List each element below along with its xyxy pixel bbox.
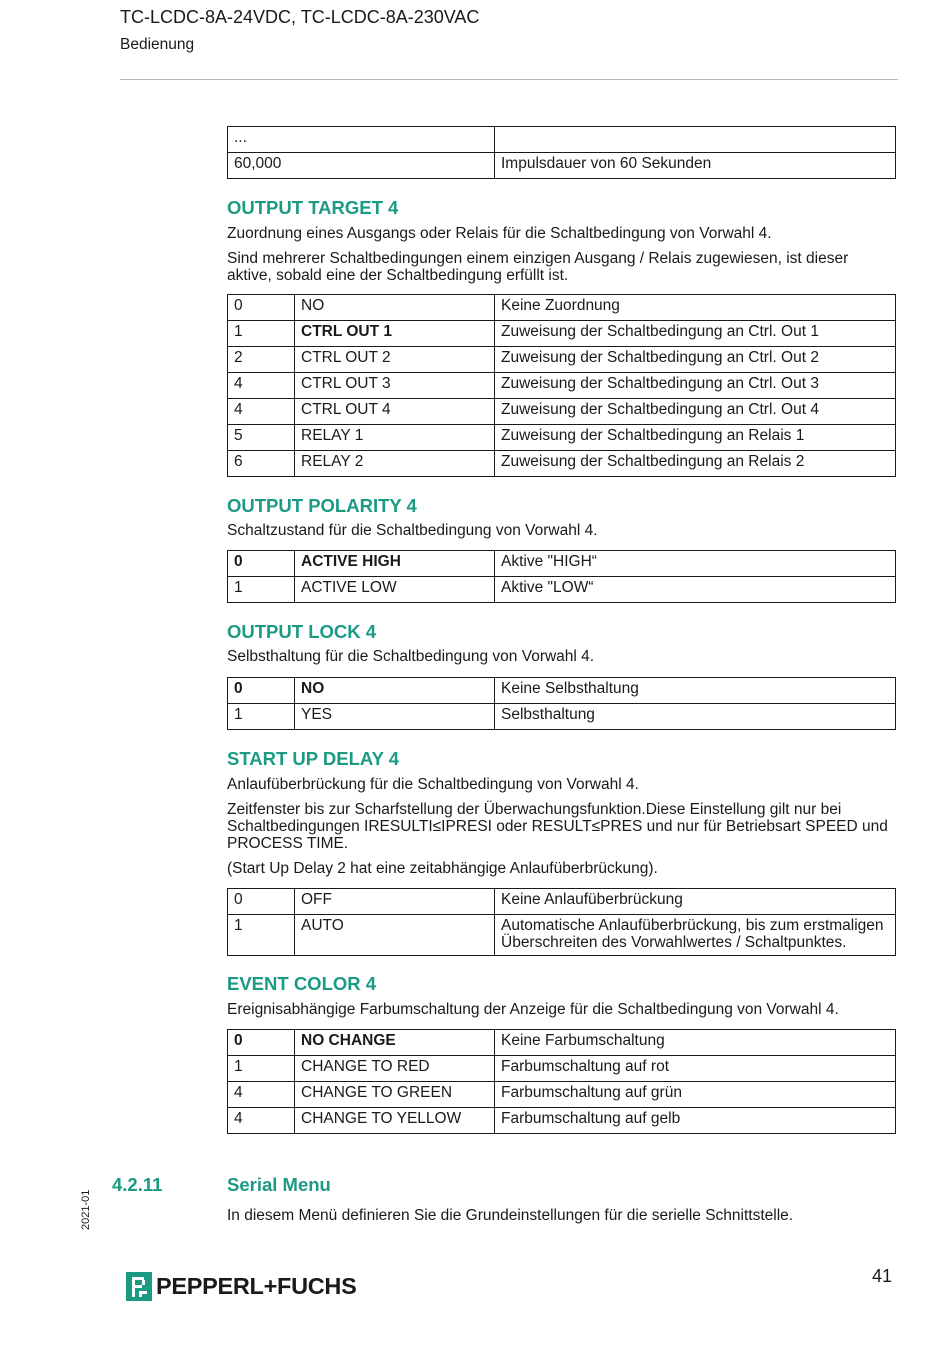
table-cell: 4: [228, 373, 295, 399]
section-title-serial-menu: Serial Menu: [227, 1174, 331, 1195]
table-cell: 0: [228, 551, 295, 577]
event-color-table: [227, 1029, 896, 1134]
paragraph: Zuordnung eines Ausgangs oder Relais für die Schaltbedingung von Vorwahl 4.: [227, 225, 772, 242]
table-cell: Aktive "HIGH“: [495, 551, 896, 577]
table-cell: 60,000: [228, 153, 495, 179]
header-rule: [120, 79, 898, 80]
section-heading-output-target: OUTPUT TARGET 4: [227, 197, 399, 218]
table-cell: CHANGE TO GREEN: [295, 1082, 495, 1108]
table-cell: YES: [295, 704, 495, 730]
section-heading-output-lock: OUTPUT LOCK 4: [227, 621, 377, 642]
table-row: [228, 577, 896, 603]
table-cell: 4: [228, 1108, 295, 1134]
table-cell: Farbumschaltung auf gelb: [495, 1108, 896, 1134]
table-cell: ACTIVE LOW: [295, 577, 495, 603]
paragraph: Sind mehrerer Schaltbedingungen einem einzigen Ausgang / Relais zugewiesen, ist dieser aktive, sobald eine der Schaltbedingung erfüllt ist.: [227, 250, 849, 284]
paragraph: Schaltzustand für die Schaltbedingung von Vorwahl 4.: [227, 522, 598, 539]
pepperl-fuchs-logo-icon: [126, 1272, 152, 1301]
output-polarity-table: [227, 550, 896, 603]
paragraph: Ereignisabhängige Farbumschaltung der Anzeige für die Schaltbedingung von Vorwahl 4.: [227, 1001, 839, 1018]
table-cell: Aktive "LOW“: [495, 577, 896, 603]
table-cell: Zuweisung der Schaltbedingung an Ctrl. Out 1: [495, 321, 896, 347]
table-cell: NO: [295, 295, 495, 321]
table-cell: CHANGE TO YELLOW: [295, 1108, 495, 1134]
table-cell: 0: [228, 1030, 295, 1056]
document-date: 2021-01: [80, 1189, 92, 1230]
table-cell: 4: [228, 399, 295, 425]
paragraph: Zeitfenster bis zur Scharfstellung der Überwachungsfunktion.Diese Einstellung gilt nur bei Schaltbedingungen IRESULTI≤IPRESI oder RESULT≤PRES und nur für Betriebsart SPEED und PROCESS TIME.: [227, 801, 888, 852]
table-cell: ...: [228, 127, 495, 153]
table-cell: Keine Farbumschaltung: [495, 1030, 896, 1056]
table-cell: 0: [228, 889, 295, 915]
output-lock-table: [227, 677, 896, 730]
table-row: [228, 1056, 896, 1082]
paragraph: Selbsthaltung für die Schaltbedingung von Vorwahl 4.: [227, 648, 595, 665]
table-cell: NO: [295, 678, 495, 704]
table-cell: Zuweisung der Schaltbedingung an Relais 2: [495, 451, 896, 477]
section-heading-output-polarity: OUTPUT POLARITY 4: [227, 495, 417, 516]
table-cell: 1: [228, 1056, 295, 1082]
section-heading-event-color: EVENT COLOR 4: [227, 973, 377, 994]
table-row: [228, 153, 896, 179]
table-row: [228, 678, 896, 704]
table-cell: RELAY 1: [295, 425, 495, 451]
table-row: [228, 295, 896, 321]
main-content: [227, 126, 897, 1134]
table-row: [228, 704, 896, 730]
table-cell: 5: [228, 425, 295, 451]
table-row: [228, 1108, 896, 1134]
table-row: [228, 347, 896, 373]
output-target-table: [227, 294, 896, 477]
table-row: [228, 399, 896, 425]
company-logo: [126, 1271, 356, 1301]
table-cell: CHANGE TO RED: [295, 1056, 495, 1082]
table-cell: Automatische Anlaufüberbrückung, bis zum erstmaligen Überschreiten des Vorwahlwertes / Schaltpunktes.: [495, 915, 896, 956]
table-cell: Farbumschaltung auf grün: [495, 1082, 896, 1108]
table-row: [228, 915, 896, 956]
table-cell: Zuweisung der Schaltbedingung an Ctrl. Out 4: [495, 399, 896, 425]
table-cell: 2: [228, 347, 295, 373]
table-row: [228, 451, 896, 477]
table-row: [228, 425, 896, 451]
table-cell: Keine Zuordnung: [495, 295, 896, 321]
section-number: 4.2.11: [112, 1174, 163, 1195]
page-number: 41: [871, 1266, 892, 1286]
table-row: [228, 1082, 896, 1108]
intro-table: [227, 126, 896, 179]
table-cell: 1: [228, 704, 295, 730]
table-cell: Impulsdauer von 60 Sekunden: [495, 153, 896, 179]
table-cell: ACTIVE HIGH: [295, 551, 495, 577]
section-heading-start-up-delay: START UP DELAY 4: [227, 748, 400, 769]
table-cell: AUTO: [295, 915, 495, 956]
paragraph: (Start Up Delay 2 hat eine zeitabhängige Anlaufüberbrückung).: [227, 860, 658, 877]
table-cell: CTRL OUT 1: [295, 321, 495, 347]
paragraph: In diesem Menü definieren Sie die Grundeinstellungen für die serielle Schnittstelle.: [227, 1207, 794, 1224]
table-cell: [495, 127, 896, 153]
page-header-title: TC-LCDC-8A-24VDC, TC-LCDC-8A-230VAC: [120, 7, 480, 27]
table-cell: Zuweisung der Schaltbedingung an Relais 1: [495, 425, 896, 451]
logo-text: PEPPERL+FUCHS: [156, 1272, 357, 1299]
table-row: [228, 889, 896, 915]
table-row: [228, 373, 896, 399]
table-cell: 4: [228, 1082, 295, 1108]
table-cell: 1: [228, 915, 295, 956]
table-row: [228, 1030, 896, 1056]
table-cell: RELAY 2: [295, 451, 495, 477]
page-header-subtitle: Bedienung: [120, 36, 195, 53]
table-cell: CTRL OUT 4: [295, 399, 495, 425]
table-cell: CTRL OUT 3: [295, 373, 495, 399]
table-cell: Farbumschaltung auf rot: [495, 1056, 896, 1082]
table-cell: Zuweisung der Schaltbedingung an Ctrl. Out 2: [495, 347, 896, 373]
table-cell: Keine Anlaufüberbrückung: [495, 889, 896, 915]
table-cell: NO CHANGE: [295, 1030, 495, 1056]
table-cell: CTRL OUT 2: [295, 347, 495, 373]
table-cell: 6: [228, 451, 295, 477]
table-cell: Keine Selbsthaltung: [495, 678, 896, 704]
table-cell: 0: [228, 678, 295, 704]
table-cell: 1: [228, 321, 295, 347]
table-row: [228, 551, 896, 577]
table-cell: Zuweisung der Schaltbedingung an Ctrl. Out 3: [495, 373, 896, 399]
table-cell: 1: [228, 577, 295, 603]
table-cell: OFF: [295, 889, 495, 915]
start-up-delay-table: [227, 888, 896, 956]
paragraph: Anlaufüberbrückung für die Schaltbedingung von Vorwahl 4.: [227, 776, 639, 793]
table-cell: 0: [228, 295, 295, 321]
table-row: [228, 127, 896, 153]
table-cell: Selbsthaltung: [495, 704, 896, 730]
table-row: [228, 321, 896, 347]
